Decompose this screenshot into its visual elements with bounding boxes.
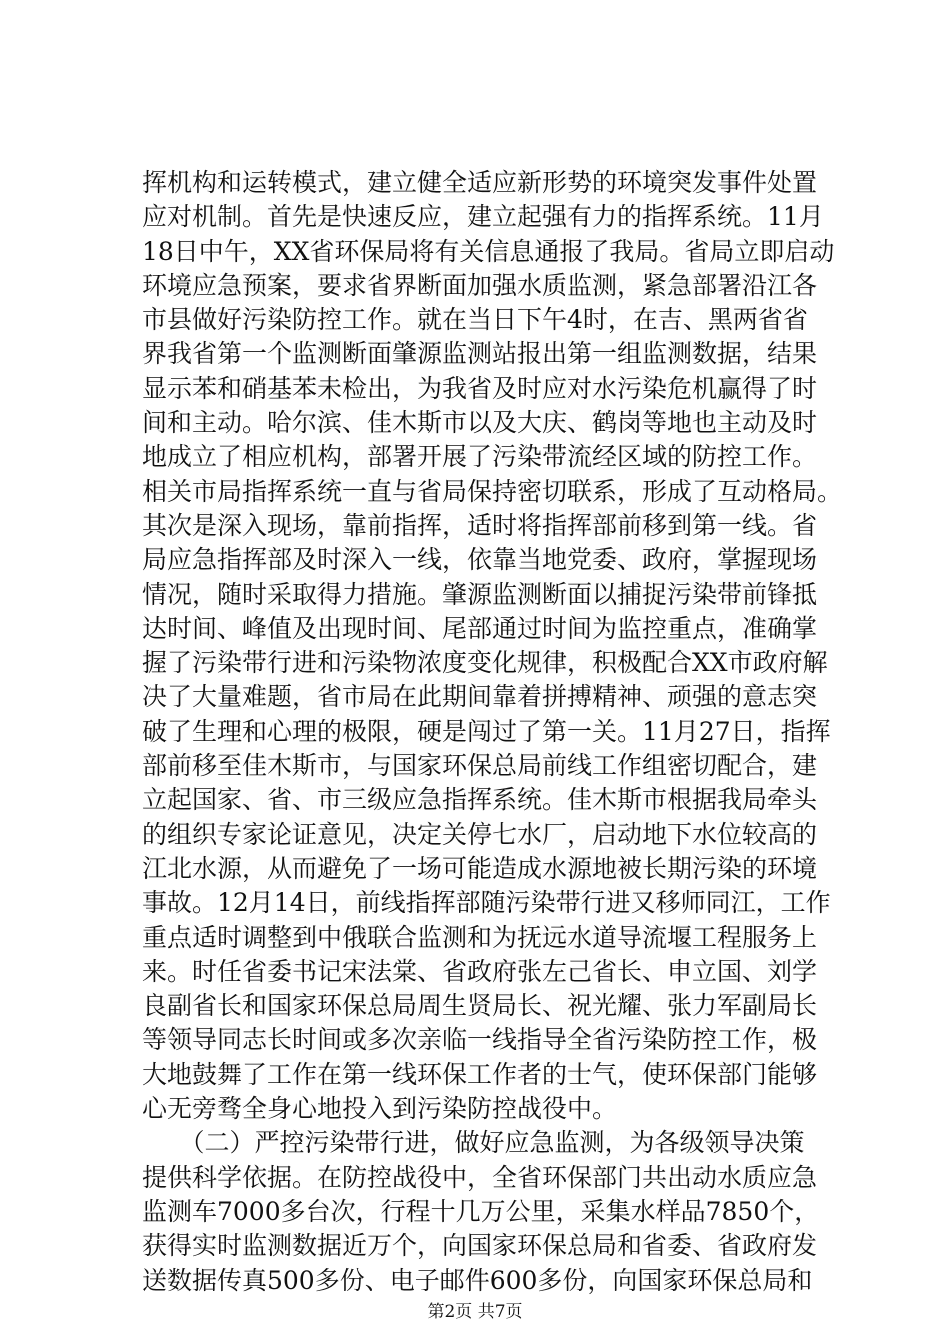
text-line: 送数据传真500多份、电子邮件600多份，向国家环保总局和	[142, 1265, 813, 1295]
text-line: 事故。12月14日，前线指挥部随污染带行进又移师同江，工作	[142, 888, 831, 918]
text-line: （二）严控污染带行进，做好应急监测，为各级领导决策	[142, 1128, 805, 1158]
text-line: 等领导同志长时间或多次亲临一线指导全省污染防控工作，极	[142, 1025, 818, 1055]
text-line: 部前移至佳木斯市，与国家环保总局前线工作组密切配合，建	[142, 751, 818, 781]
text-line: 达时间、峰值及出现时间、尾部通过时间为监控重点，准确掌	[142, 613, 818, 643]
text-line: 地成立了相应机构，部署开展了污染带流经区域的防控工作。	[142, 442, 818, 472]
text-line: 监测车7000多台次，行程十几万公里，采集水样品7850个，	[142, 1196, 820, 1226]
text-line: 显示苯和硝基苯未检出，为我省及时应对水污染危机赢得了时	[142, 373, 818, 403]
text-line: 来。时任省委书记宋法棠、省政府张左己省长、申立国、刘学	[142, 956, 818, 986]
text-line: 18日中午，XX省环保局将有关信息通报了我局。省局立即启动	[142, 236, 835, 266]
text-line: 间和主动。哈尔滨、佳木斯市以及大庆、鹤岗等地也主动及时	[142, 408, 818, 438]
text-line: 环境应急预案，要求省界断面加强水质监测，紧急部署沿江各	[142, 270, 818, 300]
text-line: 情况，随时采取得力措施。肇源监测断面以捕捉污染带前锋抵	[142, 579, 818, 609]
text-line: 握了污染带行进和污染物浓度变化规律，积极配合XX市政府解	[142, 648, 828, 678]
text-line: 的组织专家论证意见，决定关停七水厂，启动地下水位较高的	[142, 819, 818, 849]
text-line: 大地鼓舞了工作在第一线环保工作者的士气，使环保部门能够	[142, 1059, 818, 1089]
text-line: 获得实时监测数据近万个，向国家环保总局和省委、省政府发	[142, 1231, 818, 1261]
page-footer: 第2页 共7页	[427, 1302, 523, 1322]
text-line: 市县做好污染防控工作。就在当日下午4时，在吉、黑两省省	[142, 305, 808, 335]
text-line: 心无旁骛全身心地投入到污染防控战役中。	[142, 1094, 618, 1124]
text-line: 破了生理和心理的极限，硬是闯过了第一关。11月27日，指挥	[142, 716, 831, 746]
text-line: 良副省长和国家环保总局周生贤局长、祝光耀、张力军副局长	[142, 991, 818, 1021]
text-line: 提供科学依据。在防控战役中，全省环保部门共出动水质应急	[142, 1162, 818, 1192]
text-line: 应对机制。首先是快速反应，建立起强有力的指挥系统。11月	[142, 202, 824, 232]
text-line: 界我省第一个监测断面肇源监测站报出第一组监测数据，结果	[142, 339, 818, 369]
text-line: 决了大量难题，省市局在此期间靠着拼搏精神、顽强的意志突	[142, 682, 818, 712]
text-line: 江北水源，从而避免了一场可能造成水源地被长期污染的环境	[142, 853, 818, 883]
body-text	[142, 166, 842, 1298]
text-line: 挥机构和运转模式，建立健全适应新形势的环境突发事件处置	[142, 168, 818, 197]
text-line: 立起国家、省、市三级应急指挥系统。佳木斯市根据我局牵头	[142, 785, 818, 815]
text-line: 其次是深入现场，靠前指挥，适时将指挥部前移到第一线。省	[142, 510, 818, 540]
text-line: 相关市局指挥系统一直与省局保持密切联系，形成了互动格局。	[142, 476, 843, 506]
text-line: 局应急指挥部及时深入一线，依靠当地党委、政府，掌握现场	[142, 545, 818, 575]
text-line: 重点适时调整到中俄联合监测和为抚远水道导流堰工程服务上	[142, 922, 818, 952]
